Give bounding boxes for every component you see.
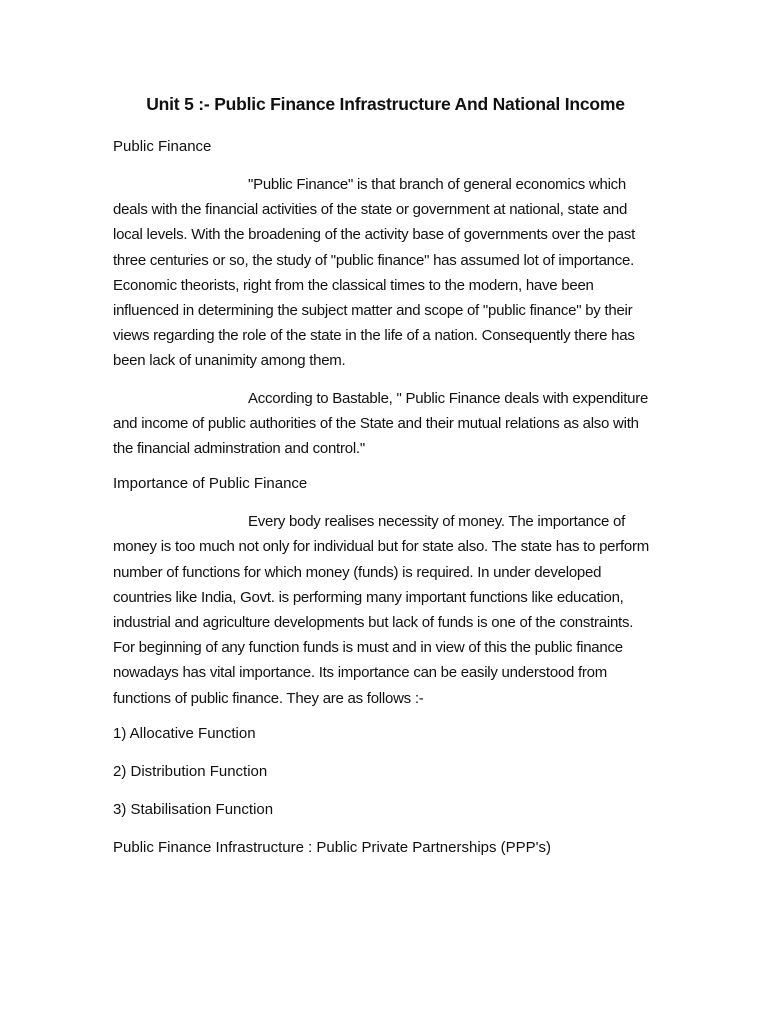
section-heading-importance: Importance of Public Finance — [113, 475, 308, 493]
paragraph-public-finance-definition: "Public Finance" is that branch of general economics which deals with the financial activities of the state or government at national, state and local levels. With the broadening of the activity base of governments over the past three centuries or so, the study of "public finance" has assumed lot of importance. Economic theorists, right from the classical times to the modern, have been influenced in determining the subject matter and scope of "public finance" by their views regarding the role of the state in the life of a nation. Consequently there has been lack of unanimity among them. — [113, 176, 636, 370]
function-list-item-stabilisation: 3) Stabilisation Function — [113, 800, 274, 818]
section-heading-public-finance: Public Finance — [113, 138, 212, 155]
document-page — [113, 92, 658, 859]
function-list-item-distribution: 2) Distribution Function — [113, 762, 268, 780]
section-heading-ppp: Public Finance Infrastructure : Public Private Partnerships (PPP's) — [113, 838, 552, 856]
paragraph-bastable-quote: According to Bastable, " Public Finance deals with expenditure and income of public authorities of the State and their mutual relations as also with the financial adminstration and control." — [113, 389, 649, 458]
paragraph-importance: Every body realises necessity of money. The importance of money is too much not only for individual but for state also. The state has to perform number of functions for which money (funds) is required. In under developed countries like India, Govt. is performing many important functions like education, industrial and agriculture developments but lack of funds is one of the constraints. For beginning of any function funds is must and in view of this the public finance nowadays has vital importance. Its importance can be easily understood from functions of public finance. They are as follows :- — [113, 513, 650, 707]
document-title: Unit 5 :- Public Finance Infrastructure And National Income — [146, 94, 625, 114]
function-list-item-allocative: 1) Allocative Function — [113, 724, 256, 742]
